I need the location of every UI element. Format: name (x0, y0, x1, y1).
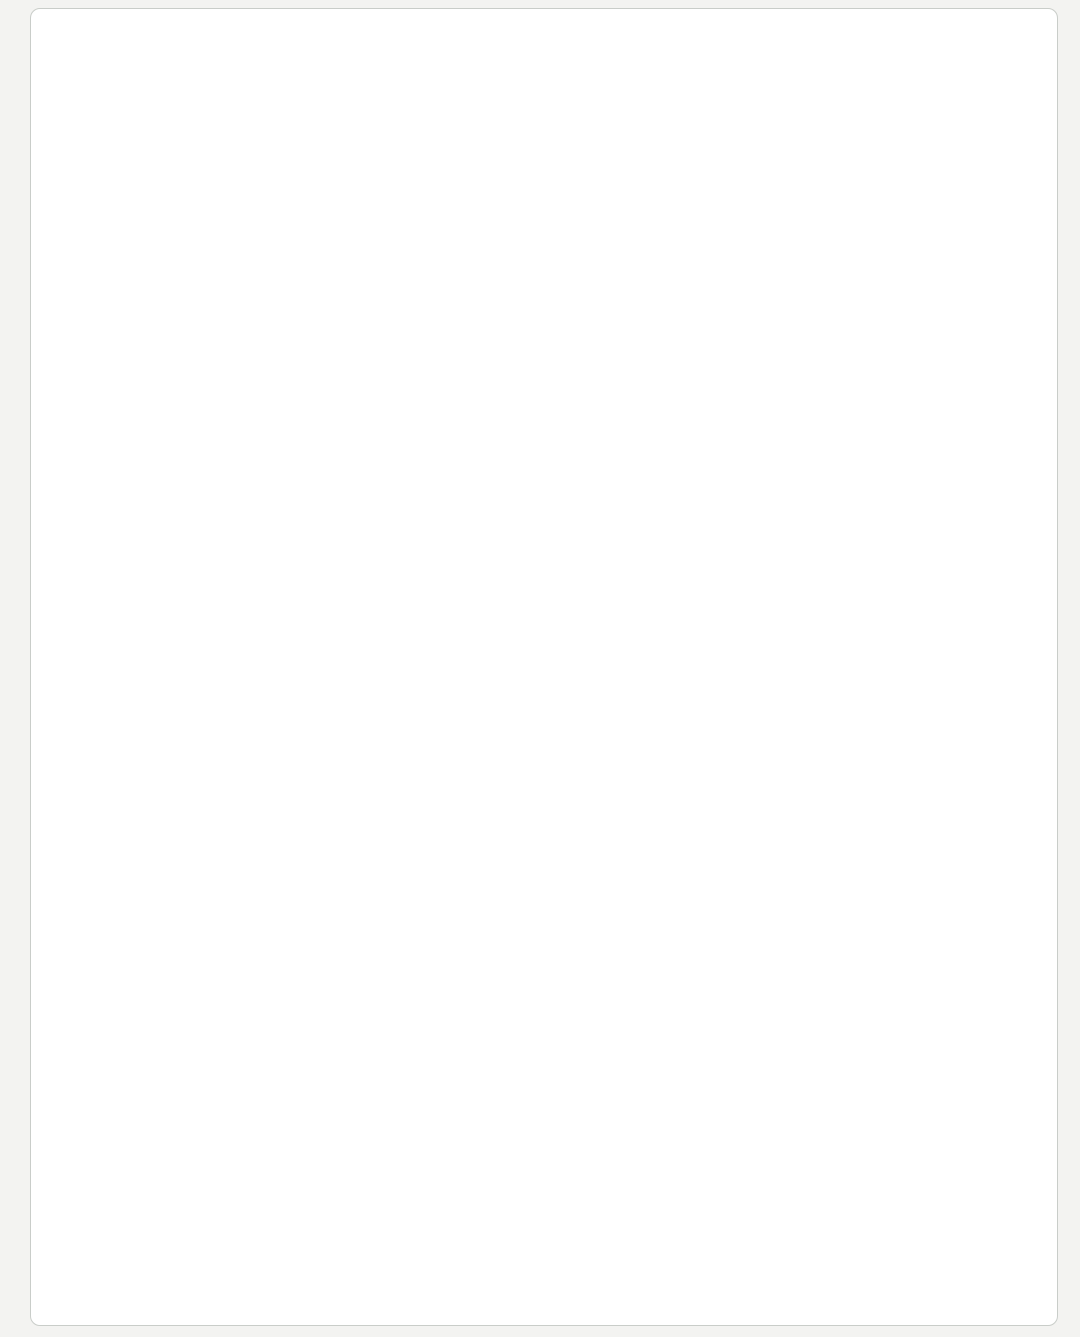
sheet-frame (30, 8, 1058, 1326)
